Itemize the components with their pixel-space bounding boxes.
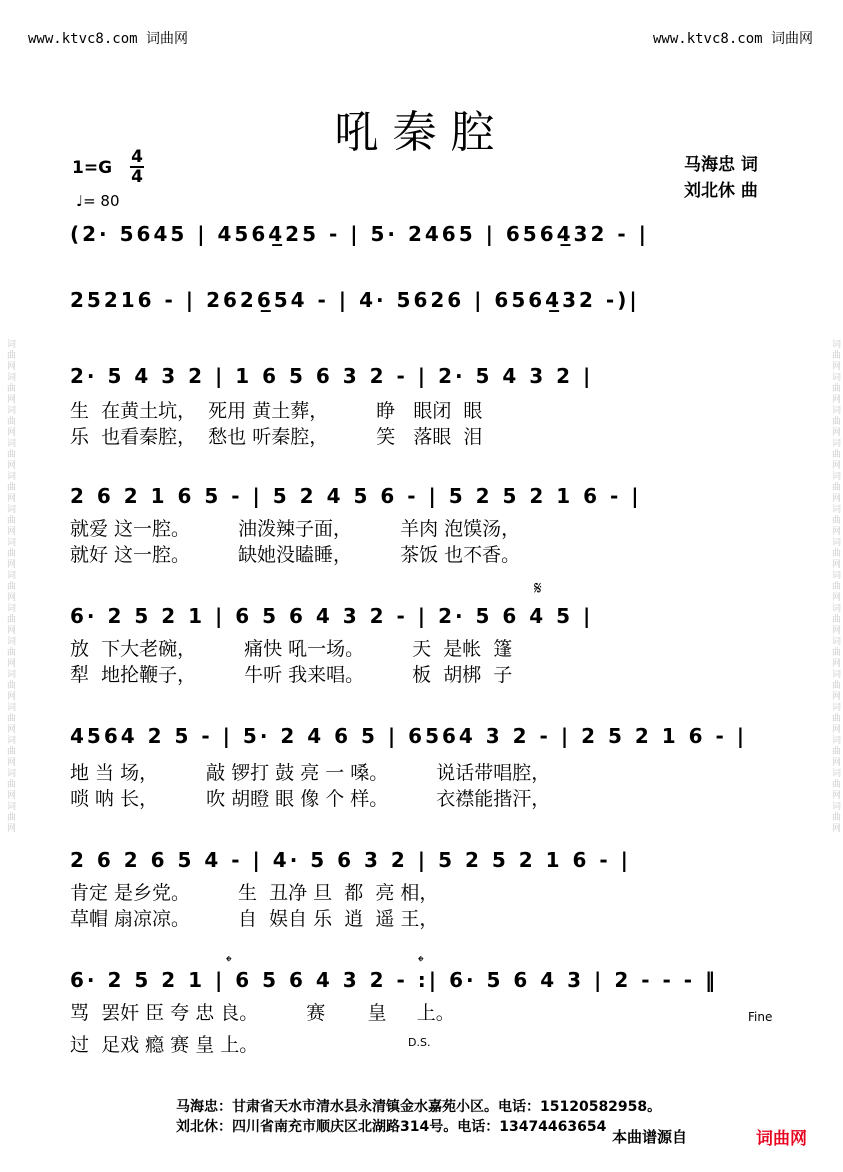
lyric-segment: 缺她没瞌睡， xyxy=(238,544,353,566)
lyric-line-4 xyxy=(70,540,770,567)
lyric-segment: 就爱 这一腔。 xyxy=(70,518,191,540)
lyricist-credit: 马海忠 词 xyxy=(684,155,758,175)
lyric-segment: 牛听 我来唱。 xyxy=(244,664,365,686)
lyric-segment: 生 在黄土坑， 死用 黄土葬， xyxy=(70,400,329,422)
time-bottom: 4 xyxy=(131,167,143,187)
time-top: 4 xyxy=(131,147,143,167)
score-line-2: 25216 - | 2626̲54 - | 4· 5626 | 6564̲32 -)| xyxy=(70,288,640,312)
lyric-segment: 油泼辣子面， xyxy=(238,518,353,540)
lyric-segment: 乐 也看秦腔， 愁也 听秦腔， xyxy=(70,426,329,448)
lyric-line-11 xyxy=(70,998,773,1025)
lyric-segment: 敲 锣打 鼓 亮 一 嗓。 xyxy=(206,762,389,784)
score-line-7: 2 6 2 6 5 4 - | 4· 5 6 3 2 | 5 2 5 2 1 6 - | xyxy=(70,848,631,872)
lyric-segment: 唢 呐 长， xyxy=(70,788,159,810)
lyric-segment: 过 足戏 瘾 赛 皇 上。 xyxy=(70,1034,259,1056)
lyric-segment: 羊肉 泡馍汤， xyxy=(400,518,521,540)
lyric-line-3 xyxy=(70,514,770,541)
lyric-segment: 板 胡梆 子 xyxy=(412,664,513,686)
score-line-1: (2· 5645 | 4564̲25 - | 5· 2465 | 6564̲32 - | xyxy=(70,222,649,246)
lyric-segment: 衣襟能揩汗， xyxy=(436,788,551,810)
lyric-segment: 睁 眼闭 眼 xyxy=(376,400,483,422)
key-signature: 1=G xyxy=(72,158,113,178)
lyric-segment: 草帽 扇凉凉。 xyxy=(70,908,191,930)
score-line-5: 6· 2 5 2 1 | 6 5 6 4 3 2 - | 2· 5 6 4 5 | xyxy=(70,604,594,628)
lyric-segment: 生 丑净 旦 都 亮 相， xyxy=(238,882,439,904)
song-title: 吼秦腔 xyxy=(334,107,509,158)
lyric-segment: 地 当 场， xyxy=(70,762,159,784)
lyric-segment: 茶饭 也不香。 xyxy=(400,544,521,566)
score-line-6: 4564 2 5 - | 5· 2 4 6 5 | 6564 3 2 - | 2 5 2 1 6 - | xyxy=(70,724,748,748)
site-label-left: www.ktvc8.com 词曲网 xyxy=(28,31,189,47)
side-watermark-left: 词曲网词曲网词曲网词曲网词曲网词曲网词曲网词曲网词曲网词曲网词曲网词曲网词曲网词曲网词曲网 xyxy=(5,338,15,834)
lyric-segment: 自 娱自 乐 逍 遥 王， xyxy=(238,908,439,930)
lyric-line-10 xyxy=(70,904,770,931)
lyric-line-6 xyxy=(70,660,770,687)
coda-sign-1: 𝄌 xyxy=(226,952,232,971)
lyric-segment: 放 下大老碗， xyxy=(70,638,197,660)
lyric-line-1 xyxy=(70,396,770,423)
lyric-segment: 痛快 吼一场。 xyxy=(244,638,365,660)
composer-credit: 刘北休 曲 xyxy=(684,181,758,201)
lyric-line-9 xyxy=(70,878,770,905)
fine-mark: Fine xyxy=(748,1010,773,1024)
lyric-segment: 骂 罢奸 臣 夸 忠 良。 xyxy=(70,1002,259,1024)
side-watermark-right: 词曲网词曲网词曲网词曲网词曲网词曲网词曲网词曲网词曲网词曲网词曲网词曲网词曲网词曲网词曲网 xyxy=(830,338,840,834)
score-line-8: 6· 2 5 2 1 | 6 5 6 4 3 2 - :| 6· 5 6 4 3 | 2 - - - ‖ xyxy=(70,968,718,992)
lyric-line-2 xyxy=(70,422,770,449)
lyricist-contact: 马海忠：甘肃省天水市清水县永清镇金水嘉苑小区。电话：15120582958。 xyxy=(176,1099,662,1115)
lyric-line-5 xyxy=(70,634,770,661)
tempo-mark: ♩= 80 xyxy=(76,192,120,210)
lyric-segment: 说话带唱腔， xyxy=(436,762,551,784)
lyric-line-7 xyxy=(70,758,770,785)
lyric-segment: 就好 这一腔。 xyxy=(70,544,191,566)
source-brand: 词曲网 xyxy=(756,1129,807,1149)
score-line-4: 2 6 2 1 6 5 - | 5 2 4 5 6 - | 5 2 5 2 1 6 - | xyxy=(70,484,642,508)
ds-mark: D.S. xyxy=(408,1036,431,1049)
source-text: 本曲谱源自 xyxy=(612,1128,688,1146)
score-line-3: 2· 5 4 3 2 | 1 6 5 6 3 2 - | 2· 5 4 3 2 | xyxy=(70,364,594,388)
lyric-line-8 xyxy=(70,784,770,811)
coda-sign-2: 𝄌 xyxy=(418,952,424,971)
segno-sign: 𝄋 xyxy=(534,578,542,599)
composer-contact: 刘北休：四川省南充市顺庆区北湖路314号。电话：13474463654 xyxy=(176,1119,607,1135)
site-label-right: www.ktvc8.com 词曲网 xyxy=(652,31,813,47)
lyric-segment: 赛 皇 上。 xyxy=(306,1002,455,1024)
lyric-segment: 吹 胡瞪 眼 像 个 样。 xyxy=(206,788,389,810)
lyric-segment: 犁 地抡鞭子， xyxy=(70,664,197,686)
lyric-segment: 肯定 是乡党。 xyxy=(70,882,191,904)
lyric-segment: 天 是帐 篷 xyxy=(412,638,513,660)
time-signature xyxy=(130,148,144,186)
lyric-segment: 笑 落眼 泪 xyxy=(376,426,483,448)
